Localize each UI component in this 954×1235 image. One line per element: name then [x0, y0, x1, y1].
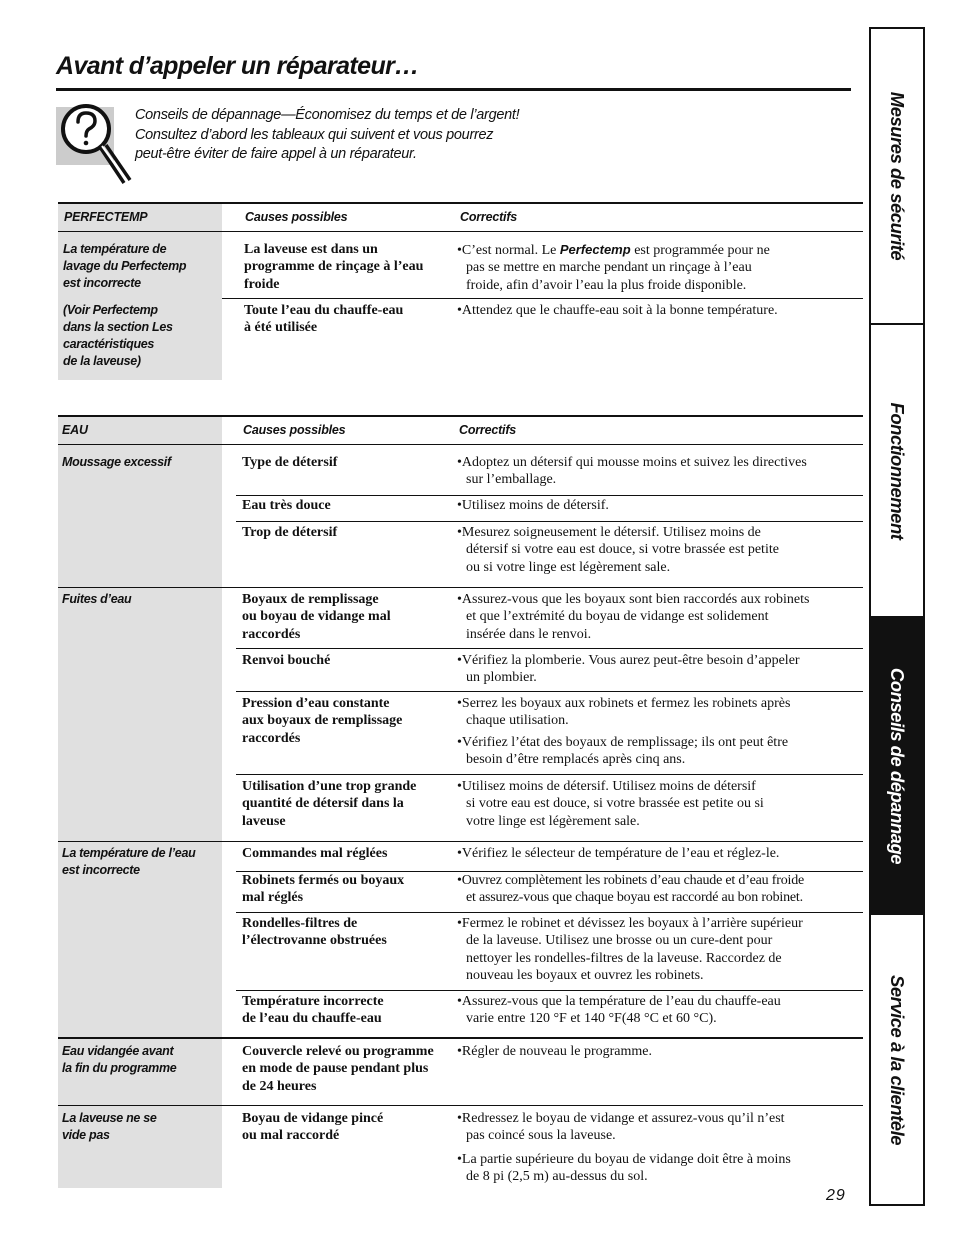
cause-line: Boyau de vidange pincé: [242, 1111, 384, 1126]
page-title: Avant d’appeler un réparateur…: [56, 52, 419, 80]
group-divider: [58, 587, 863, 588]
row-divider: [236, 691, 863, 692]
problem-line: La laveuse ne se: [62, 1111, 157, 1125]
row-divider: [222, 298, 863, 299]
cause-line: Utilisation d’une trop grande: [242, 779, 417, 794]
fix-text: votre linge est légèrement sale.: [466, 813, 640, 829]
group-divider: [58, 841, 863, 842]
problem-line: la fin du programme: [62, 1061, 177, 1075]
intro-text: [135, 106, 519, 165]
fix-cell: [457, 302, 778, 319]
problem-line: Eau vidangée avant: [62, 1044, 174, 1058]
fix-text: •Vérifiez l’état des boyaux de remplissage; ils ont peut être: [457, 734, 789, 750]
fix-text: de la laveuse. Utilisez une brosse ou un cure-dent pour: [466, 933, 773, 949]
group-divider: [58, 1037, 863, 1039]
fix-text: •Assurez-vous que les boyaux sont bien raccordés aux robinets: [457, 592, 810, 607]
fix-bullet: [457, 734, 790, 769]
fix-text: •Assurez-vous que la température de l’eau du chauffe-eau: [457, 994, 781, 1009]
header-causes: Causes possibles: [243, 423, 346, 437]
fix-bullet: [457, 1110, 791, 1145]
fix-text: nouveau les boyaux et ouvrez les robinets.: [466, 967, 704, 983]
fix-bullet: [457, 695, 790, 730]
fix-bullet: [457, 993, 781, 1028]
problem-label: [63, 241, 218, 292]
fix-text: sur l’emballage.: [466, 472, 557, 488]
row-divider: [236, 774, 863, 775]
header-problem: EAU: [62, 423, 88, 437]
cause-cell: [242, 1110, 457, 1145]
fix-text: ou si votre linge est légèrement sale.: [466, 559, 671, 575]
cause-line: laveuse: [242, 813, 286, 829]
intro-line: Conseils de dépannage—Économisez du temps et de l’argent!: [135, 107, 520, 123]
fix-text: besoin d’être remplacés après cinq ans.: [466, 751, 686, 767]
fix-text: chaque utilisation.: [466, 713, 569, 729]
row-divider: [236, 990, 863, 991]
intro-line: Consultez d’abord les tableaux qui suivent et vous pourrez: [135, 126, 494, 143]
problem-line: lavage du Perfectemp: [63, 259, 187, 273]
tab-label: Fonctionnement: [887, 402, 908, 539]
fix-bullet: •Attendez que le chauffe-eau soit à la bonne température.: [457, 303, 778, 318]
fix-bullet: •Utilisez moins de détersif.: [457, 498, 609, 513]
row-divider: [236, 912, 863, 913]
fix-bullet: [457, 872, 804, 907]
cause-line: Toute l’eau du chauffe-eau: [244, 303, 404, 318]
cause-line: La laveuse est dans un: [244, 242, 378, 257]
fix-cell: [457, 241, 770, 294]
fix-bullet: •Régler de nouveau le programme.: [457, 1044, 652, 1059]
cause-line: Robinets fermés ou boyaux: [242, 873, 405, 888]
problem-line: vide pas: [62, 1128, 110, 1142]
problem-line: est incorrecte: [63, 276, 141, 290]
tab-fonctionnement[interactable]: [871, 325, 923, 618]
cause-line: froide: [244, 276, 280, 292]
fix-text: pas coincé sous la laveuse.: [466, 1128, 616, 1144]
fix-bullet: [457, 652, 800, 687]
fix-bullet: •Vérifiez le sélecteur de température de l’eau et réglez-le.: [457, 846, 780, 861]
fix-text: •Mesurez soigneusement le détersif. Utilisez moins de: [457, 525, 761, 540]
problem-note: [63, 302, 218, 370]
fix-text: est programmée pour ne: [630, 243, 770, 258]
cause-line: Commandes mal réglées: [242, 846, 388, 861]
problem-label: [62, 591, 217, 608]
fix-text: de 8 pi (2,5 m) au-dessus du sol.: [466, 1168, 648, 1184]
fix-cell: [457, 695, 790, 768]
header-fixes: Correctifs: [459, 423, 517, 437]
problem-line: de la laveuse): [63, 354, 141, 368]
problem-line: Moussage excessif: [62, 455, 171, 469]
fix-bullet: [457, 454, 807, 489]
fix-text: varie entre 120 °F et 140 °F(48 °C et 60 °C).: [466, 1011, 717, 1027]
fix-cell: [457, 524, 779, 576]
problem-line: (Voir Perfectemp: [63, 303, 158, 317]
fix-cell: [457, 497, 609, 514]
table-header: [58, 202, 863, 232]
cause-cell: [242, 872, 457, 907]
fix-text: détersif si votre eau est douce, si votre brassée est petite: [466, 542, 779, 558]
cause-line: Température incorrecte: [242, 994, 384, 1009]
header-fixes: Correctifs: [460, 210, 518, 224]
perfectemp-table: [58, 202, 863, 382]
fix-cell: [457, 652, 800, 687]
group-divider: [58, 1105, 863, 1106]
fix-bullet: [457, 915, 803, 984]
fix-text: insérée dans le renvoi.: [466, 626, 592, 642]
cause-cell: [242, 778, 457, 830]
fix-cell: [457, 778, 764, 830]
cause-cell: [242, 497, 457, 514]
fix-text: et que l’extrémité du boyau de vidange est solidement: [466, 609, 769, 625]
tab-mesures-de-securite[interactable]: [871, 29, 923, 325]
fix-text: •Redressez le boyau de vidange et assurez-vous qu’il n’est: [457, 1111, 785, 1126]
problem-line: dans la section Les: [63, 320, 173, 334]
cause-line: Trop de détersif: [242, 525, 338, 540]
fix-cell: [457, 915, 803, 984]
cause-cell: [242, 845, 457, 862]
section-tabs: [869, 27, 925, 1206]
question-magnifier-icon: [56, 107, 114, 165]
fix-text: froide, afin d’avoir l’eau la plus froide disponible.: [466, 277, 747, 293]
problem-line: La température de l’eau: [62, 846, 196, 860]
tab-label: Service à la clientèle: [887, 974, 908, 1145]
cause-line: ou mal raccordé: [242, 1128, 340, 1144]
fix-text: un plombier.: [466, 670, 537, 686]
fix-text: •Serrez les boyaux aux robinets et fermez les robinets après: [457, 696, 791, 711]
tab-service-a-la-clientele[interactable]: [871, 915, 923, 1204]
fix-bullet: [457, 778, 764, 830]
cause-cell: [244, 302, 459, 337]
fix-cell: [457, 845, 779, 862]
tab-label: Mesures de sécurité: [887, 91, 908, 261]
header-causes: Causes possibles: [245, 210, 348, 224]
problem-line: Fuites d’eau: [62, 592, 132, 606]
cause-cell: [242, 591, 457, 643]
cause-line: quantité de détersif dans la: [242, 796, 404, 812]
fix-text: •Ouvrez complètement les robinets d’eau chaude et d’eau froide: [457, 873, 805, 888]
fix-cell: [457, 872, 804, 907]
tab-conseils-de-depannage[interactable]: [871, 618, 923, 915]
cause-cell: [242, 915, 457, 950]
cause-line: de 24 heures: [242, 1078, 317, 1094]
cause-line: Eau très douce: [242, 498, 331, 513]
header-problem: PERFECTEMP: [64, 210, 148, 224]
fix-text: et assurez-vous que chaque boyau est raccordé au bon robinet.: [466, 890, 803, 906]
problem-label: [62, 1110, 217, 1144]
cause-line: Pression d’eau constante: [242, 696, 390, 711]
cause-line: aux boyaux de remplissage: [242, 713, 403, 729]
cause-line: raccordés: [242, 730, 301, 746]
fix-bullet: [457, 524, 779, 576]
cause-line: Renvoi bouché: [242, 653, 331, 668]
cause-line: raccordés: [242, 626, 301, 642]
eau-table: [58, 415, 863, 1190]
brand-name: Perfectemp: [559, 242, 631, 257]
fix-bullet: [457, 591, 809, 643]
fix-cell: [457, 1110, 791, 1185]
cause-line: ou boyau de vidange mal: [242, 609, 391, 625]
cause-line: mal réglés: [242, 890, 304, 906]
row-divider: [236, 521, 863, 522]
cause-cell: [242, 652, 457, 669]
cause-line: Couvercle relevé ou programme: [242, 1044, 434, 1059]
fix-text: •C’est normal. Le: [457, 243, 560, 258]
cause-cell: [244, 241, 459, 293]
tab-label: Conseils de dépannage: [887, 667, 908, 864]
cause-cell: [242, 993, 457, 1028]
fix-cell: [457, 1043, 652, 1060]
cause-cell: [242, 695, 457, 747]
fix-text: nettoyer les rondelles-filtres de la laveuse. Raccordez de: [466, 950, 782, 966]
fix-text: •Adoptez un détersif qui mousse moins et suivez les directives: [457, 455, 807, 470]
title-rule: [56, 88, 851, 91]
fix-text: •La partie supérieure du boyau de vidange doit être à moins: [457, 1151, 791, 1167]
page-number: 29: [826, 1187, 846, 1204]
fix-text: •Fermez le robinet et dévissez les boyaux à l’arrière supérieur: [457, 916, 803, 931]
cause-cell: [242, 454, 457, 471]
table-header: [58, 415, 863, 445]
problem-line: La température de: [63, 242, 167, 256]
row-divider: [236, 648, 863, 649]
fix-text: •Vérifiez la plomberie. Vous aurez peut-être besoin d’appeler: [457, 653, 800, 668]
problem-label: [62, 454, 217, 471]
fix-text: •Utilisez moins de détersif. Utilisez moins de détersif: [457, 779, 756, 794]
problem-line: est incorrecte: [62, 863, 140, 877]
intro-line: peut-être éviter de faire appel à un réparateur.: [135, 146, 417, 162]
fix-cell: [457, 454, 807, 489]
cause-cell: [242, 1043, 457, 1095]
cause-line: Rondelles-filtres de: [242, 916, 358, 931]
cause-line: Type de détersif: [242, 455, 338, 470]
cause-line: Boyaux de remplissage: [242, 592, 379, 607]
problem-label: [62, 845, 217, 879]
problem-line: caractéristiques: [63, 337, 155, 351]
fix-cell: [457, 591, 809, 643]
row-divider: [236, 495, 863, 496]
fix-cell: [457, 993, 781, 1028]
cause-line: à été utilisée: [244, 320, 318, 336]
cause-line: l’électrovanne obstruées: [242, 933, 387, 949]
fix-bullet: [457, 1151, 791, 1186]
fix-text: pas se mettre en marche pendant un rinçage à l’eau: [466, 260, 752, 276]
fix-text: si votre eau est douce, si votre brassée est petite ou si: [466, 796, 764, 812]
cause-line: en mode de pause pendant plus: [242, 1061, 429, 1077]
fix-bullet: [457, 241, 770, 294]
cause-line: de l’eau du chauffe-eau: [242, 1011, 382, 1027]
cause-cell: [242, 524, 457, 541]
problem-label: [62, 1043, 217, 1077]
cause-line: programme de rinçage à l’eau: [244, 259, 424, 275]
